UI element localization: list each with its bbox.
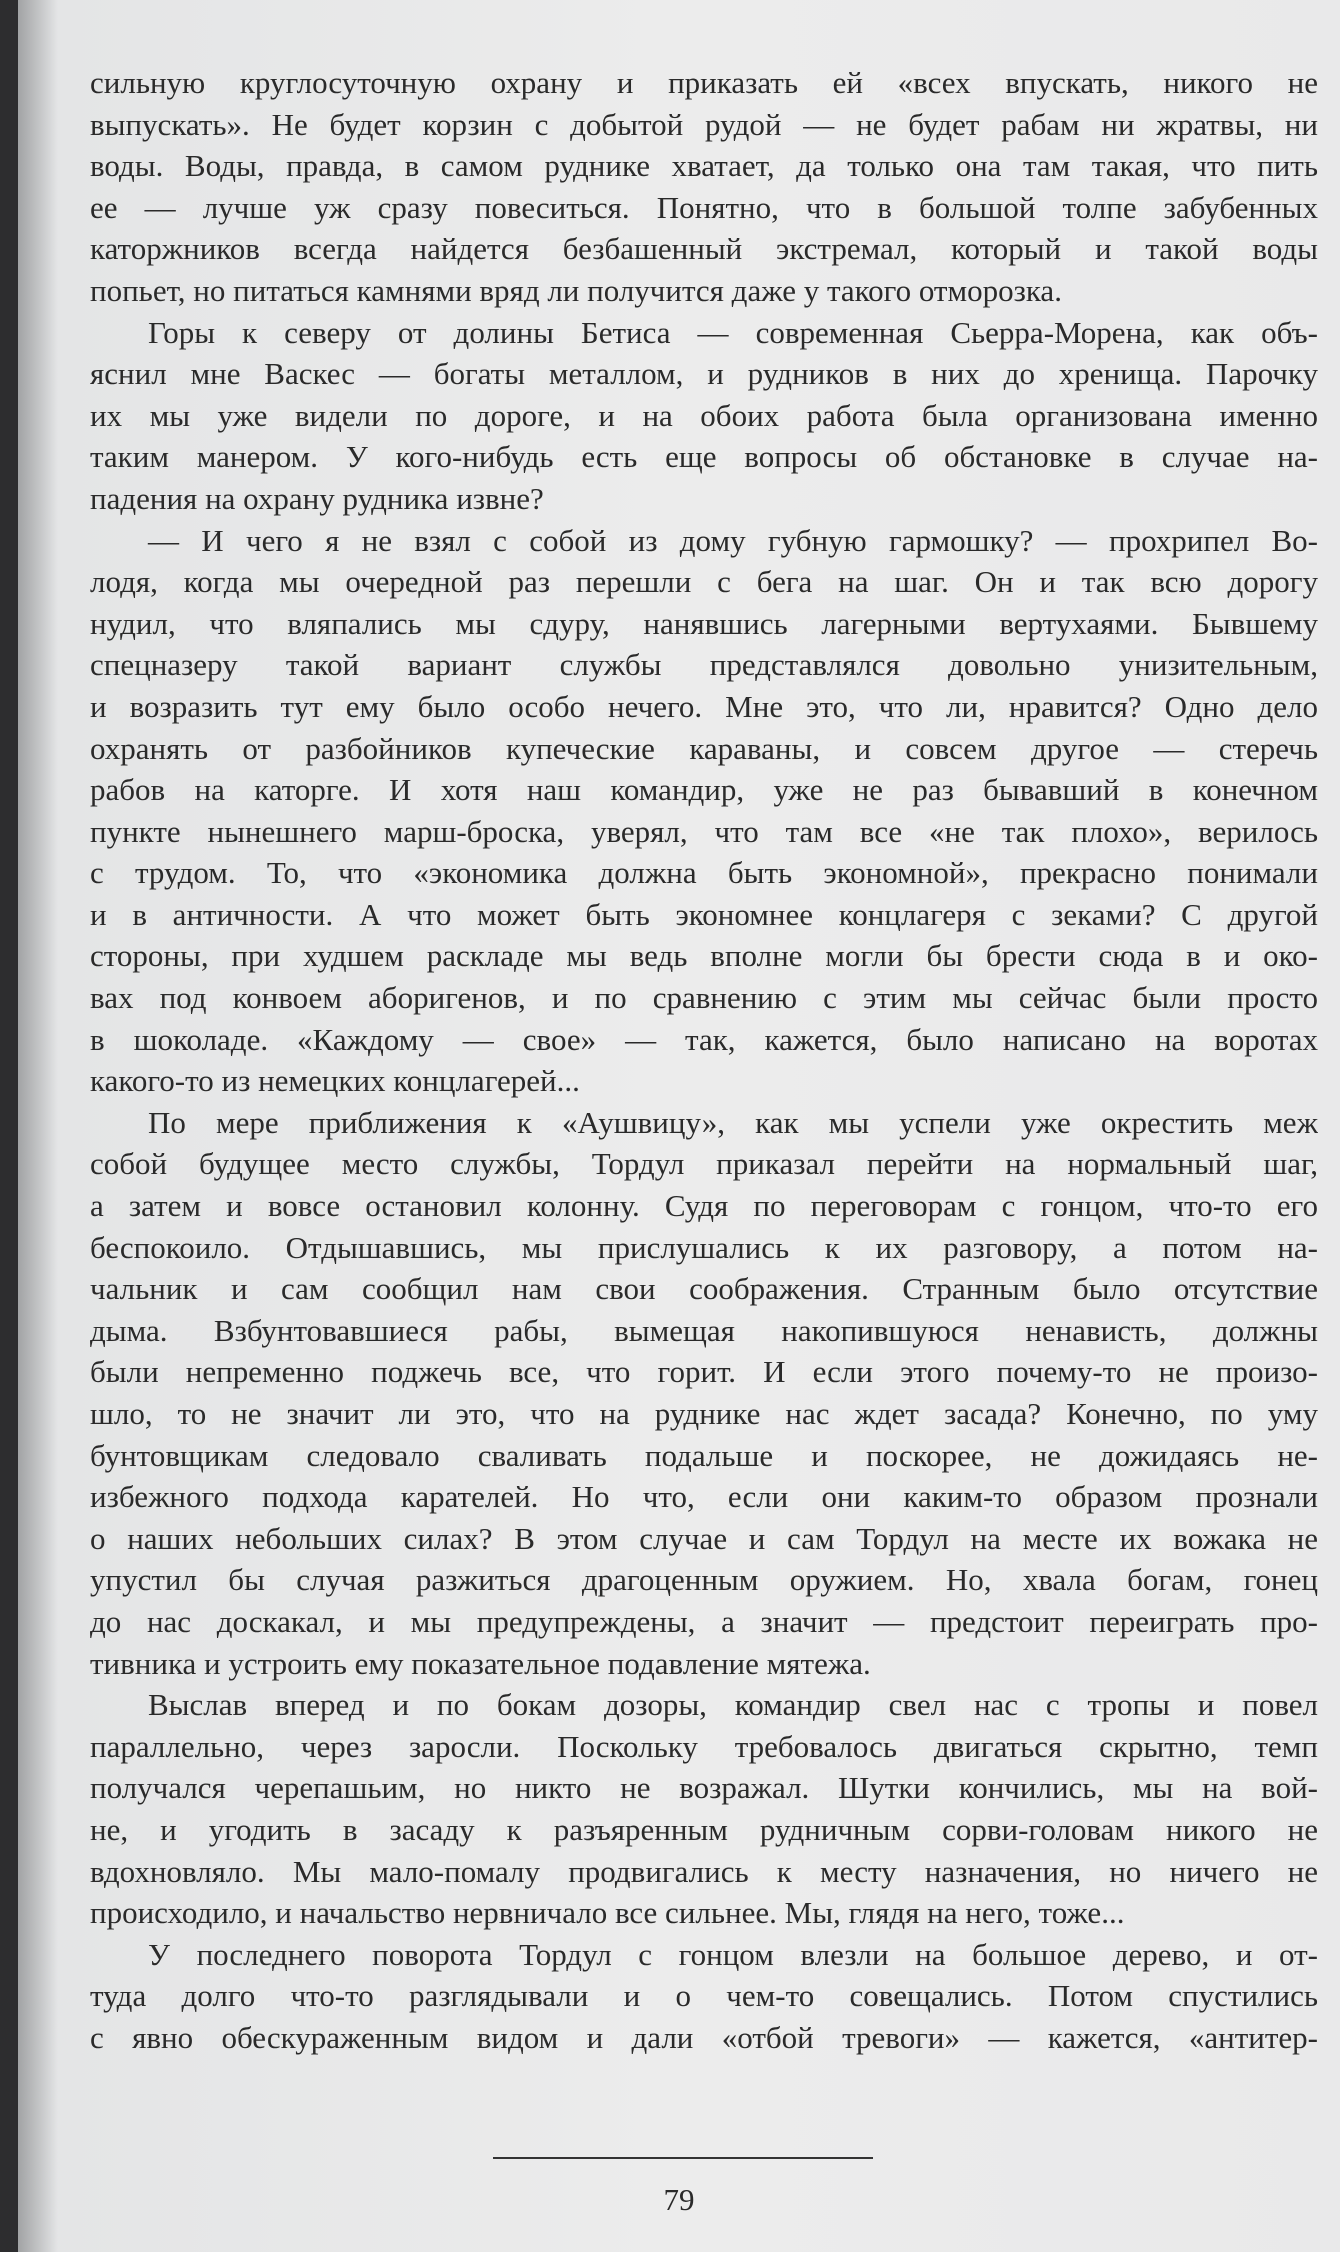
text-line: Выслав вперед и по бокам дозоры, командир свел нас с тропы и повел — [148, 1687, 1318, 1723]
text-line: бунтовщикам следовало сваливать подальше и поскорее, не дожидаясь не- — [90, 1437, 1318, 1473]
text-line: попьет, но питаться камнями вряд ли получится даже у такого отморозка. — [90, 272, 1062, 308]
text-line: лодя, когда мы очередной раз перешли с бега на шаг. Он и так всю дорогу — [90, 564, 1318, 600]
text-line: яснил мне Васкес — богаты металлом, и рудников в них до хренища. Парочку — [90, 356, 1318, 392]
text-line: Горы к северу от долины Бетиса — современная Сьерра-Морена, как объ- — [148, 314, 1318, 350]
text-line: беспокоило. Отдышавшись, мы прислушались к их разговору, а потом на- — [90, 1229, 1318, 1265]
text-line: шло, то не значит ли это, что на руднике нас ждет засада? Конечно, по уму — [90, 1396, 1318, 1431]
text-line: параллельно, через заросли. Поскольку требовалось двигаться скрытно, темп — [90, 1728, 1318, 1764]
text-line: получался черепашьим, но никто не возражал. Шутки кончились, мы на вой- — [90, 1770, 1318, 1806]
text-line: выпускать». Не будет корзин с добытой рудой — не будет рабам ни жратвы, ни — [90, 106, 1318, 142]
text-line: воды. Воды, правда, в самом руднике хватает, да только она там такая, что пить — [90, 148, 1318, 184]
text-line: какого-то из немецких концлагерей... — [90, 1063, 580, 1099]
text-line: туда долго что-то разглядывали и о чем-то совещались. Потом спустились — [90, 1978, 1318, 2014]
text-line: происходило, и начальство нервничало все сильнее. Мы, глядя на него, тоже... — [90, 1895, 1125, 1931]
text-line: а затем и вовсе остановил колонну. Судя по переговорам с гонцом, что-то его — [90, 1188, 1318, 1224]
text-line: были непременно поджечь все, что горит. И если этого почему-то не произо- — [90, 1354, 1318, 1390]
text-line: таким манером. У кого-нибудь есть еще вопросы об обстановке в случае на- — [90, 439, 1318, 475]
text-line: их мы уже видели по дороге, и на обоих работа была организована именно — [90, 397, 1318, 433]
text-line: и в античности. А что может быть экономнее концлагеря с зеками? С другой — [90, 896, 1318, 932]
book-page — [18, 0, 1340, 2252]
text-line: спецназеру такой вариант службы представлялся довольно унизительным, — [90, 647, 1318, 683]
text-line: охранять от разбойников купеческие караваны, и совсем другое — стеречь — [90, 730, 1318, 766]
text-line: в шоколаде. «Каждому — свое» — так, кажется, было написано на воротах — [90, 1021, 1318, 1057]
text-line: с явно обескураженным видом и дали «отбой тревоги» — кажется, «антитер- — [90, 2019, 1318, 2055]
text-line: каторжников всегда найдется безбашенный экстремал, который и такой воды — [90, 231, 1318, 267]
text-line: падения на охрану рудника извне? — [90, 480, 544, 516]
text-line: упустил бы случая разжиться драгоценным оружием. Но, хвала богам, гонец — [90, 1562, 1318, 1598]
text-line: стороны, при худшем раскладе мы ведь вполне могли бы брести сюда в и око- — [90, 938, 1318, 974]
text-line: о наших небольших силах? В этом случае и сам Тордул на месте их вожака не — [90, 1520, 1318, 1556]
text-line: сильную круглосуточную охрану и приказать ей «всех впускать, никого не — [90, 65, 1318, 100]
text-line: пункте нынешнего марш-броска, уверял, что там все «не так плохо», верилось — [90, 813, 1318, 849]
text-line: не, и угодить в засаду к разъяренным рудничным сорви-головам никого не — [90, 1811, 1318, 1847]
binding-shadow — [18, 0, 58, 2252]
text-line: рабов на каторге. И хотя наш командир, уже не раз бывавший в конечном — [90, 772, 1318, 808]
text-line: чальник и сам сообщил нам свои соображения. Странным было отсутствие — [90, 1271, 1318, 1307]
text-line: с трудом. То, что «экономика должна быть экономной», прекрасно понимали — [90, 855, 1318, 891]
text-line: дыма. Взбунтовавшиеся рабы, вымещая накопившуюся ненависть, должны — [90, 1312, 1318, 1348]
text-line: У последнего поворота Тордул с гонцом влезли на большое дерево, и от- — [148, 1936, 1318, 1972]
text-line: нудил, что вляпались мы сдуру, нанявшись лагерными вертухаями. Бывшему — [90, 605, 1318, 641]
text-line: собой будущее место службы, Тордул приказал перейти на нормальный шаг, — [90, 1146, 1318, 1182]
text-line: — И чего я не взял с собой из дому губную гармошку? — прохрипел Во- — [148, 522, 1318, 558]
text-line: вах под конвоем аборигенов, и по сравнению с этим мы сейчас были просто — [90, 980, 1318, 1016]
text-line: избежного подхода карателей. Но что, если они каким-то образом прознали — [90, 1479, 1318, 1515]
text-line: тивника и устроить ему показательное подавление мятежа. — [90, 1645, 871, 1681]
text-line: По мере приближения к «Аушвицу», как мы успели уже окрестить меж — [148, 1104, 1318, 1140]
body-text — [90, 62, 1318, 2059]
page-number: 79 — [663, 2182, 695, 2217]
text-line: до нас доскакал, и мы предупреждены, а значит — предстоит переиграть про- — [90, 1603, 1318, 1639]
footer-rule — [493, 2157, 873, 2159]
text-line: ее — лучше уж сразу повеситься. Понятно, что в большой толпе забубенных — [90, 189, 1318, 225]
text-line: вдохновляло. Мы мало-помалу продвигались к месту назначения, но ничего не — [90, 1853, 1318, 1889]
text-line: и возразить тут ему было особо нечего. Мне это, что ли, нравится? Одно дело — [90, 688, 1318, 724]
